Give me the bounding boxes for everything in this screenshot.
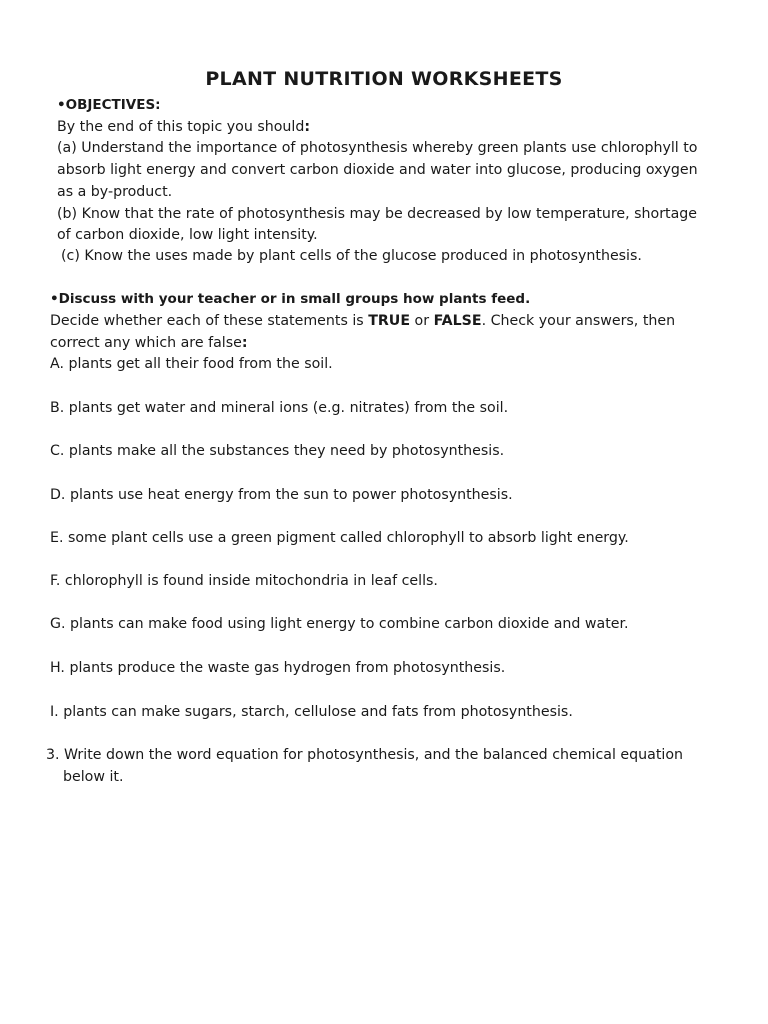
question-3-line2: below it.: [63, 769, 124, 785]
statement-f: F. chlorophyll is found inside mitochondria in leaf cells.: [50, 573, 438, 589]
instr-part1: Decide whether each of these statements is: [50, 313, 369, 329]
false-word: FALSE: [433, 313, 482, 329]
objective-a-line2: absorb light energy and convert carbon dioxide and water into glucose, producing oxygen: [57, 162, 698, 178]
true-word: TRUE: [368, 313, 411, 329]
question-3-line1: 3. Write down the word equation for photosynthesis, and the balanced chemical equation: [46, 747, 684, 763]
objectives-heading: •OBJECTIVES:: [57, 97, 161, 113]
objective-c-line1: (c) Know the uses made by plant cells of the glucose produced in photosynthesis.: [61, 248, 642, 264]
page-title: PLANT NUTRITION WORKSHEETS: [205, 68, 563, 90]
statement-a: A. plants get all their food from the soil.: [50, 356, 333, 372]
instr-part2: or: [410, 313, 434, 329]
objective-a-line3: as a by-product.: [57, 184, 173, 200]
statement-h: H. plants produce the waste gas hydrogen from photosynthesis.: [50, 660, 506, 676]
statement-c: C. plants make all the substances they need by photosynthesis.: [50, 443, 505, 459]
objective-a-line1: (a) Understand the importance of photosynthesis whereby green plants use chlorophyll to: [57, 140, 698, 156]
instr-line2-text: correct any which are false: [50, 335, 242, 351]
statement-d: D. plants use heat energy from the sun to power photosynthesis.: [50, 487, 513, 503]
instr-line2-colon: :: [241, 335, 248, 351]
objectives-intro-text: By the end of this topic you should: [57, 119, 305, 135]
statement-b: B. plants get water and mineral ions (e.g. nitrates) from the soil.: [50, 400, 509, 416]
statement-i: I. plants can make sugars, starch, cellulose and fats from photosynthesis.: [50, 704, 573, 720]
objectives-intro-colon: :: [304, 119, 311, 135]
statement-e: E. some plant cells use a green pigment called chlorophyll to absorb light energy.: [50, 530, 629, 546]
objective-b-line1: (b) Know that the rate of photosynthesis may be decreased by low temperature, shortage: [57, 206, 698, 222]
statement-g: G. plants can make food using light energy to combine carbon dioxide and water.: [50, 616, 629, 632]
discuss-heading: •Discuss with your teacher or in small groups how plants feed.: [50, 291, 531, 307]
discuss-instruction-line2: [50, 334, 248, 352]
discuss-instruction: [50, 312, 675, 330]
objective-b-line2: of carbon dioxide, low light intensity.: [57, 227, 318, 243]
instr-part3: . Check your answers, then: [481, 313, 676, 329]
objectives-intro: [57, 118, 310, 136]
